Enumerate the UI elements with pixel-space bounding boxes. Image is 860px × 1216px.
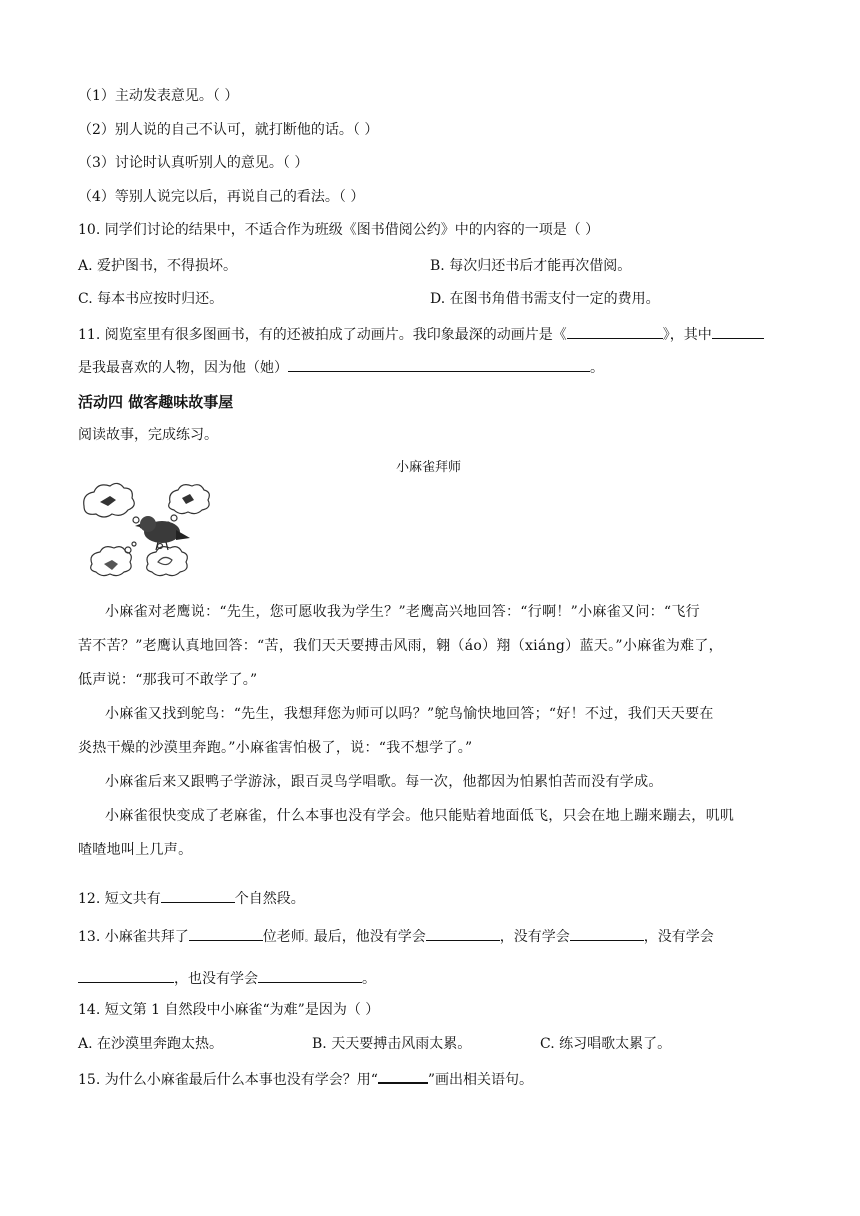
q11-text-4: 。 [590, 360, 604, 376]
q15-line [78, 1068, 533, 1090]
q13-text-3: 最后，他没有学会 [313, 929, 426, 945]
q11-text-1: 11. 阅览室里有很多图画书，有的还被拍成了动画片。我印象最深的动画片是《 [78, 327, 567, 343]
q13-blank-1[interactable] [426, 926, 500, 941]
q13-line-1 [78, 926, 714, 949]
q13-text-2: 位老师 [262, 929, 305, 945]
q14-option-a: A. 在沙漠里奔跑太热。 [78, 1036, 224, 1052]
q10-option-a: A. 爱护图书，不得损坏。 [78, 258, 238, 274]
q11-blank-character[interactable] [712, 324, 764, 339]
q11-line-2 [78, 357, 604, 378]
q13-blank-3[interactable] [78, 968, 174, 983]
q9-item-2: （2）别人说的自己不认可，就打断他的话。（ ） [78, 122, 379, 138]
q12-text-1: 12. 短文共有 [78, 891, 161, 907]
q13-text-4: ，没有学会 [499, 929, 570, 945]
story-p1-line-2: 苦不苦？”老鹰认真地回答：“苦，我们天天要搏击风雨，翱（áo）翔（xiáng）蓝天。”小麻雀为难了， [78, 638, 723, 654]
story-p4-line-2: 喳喳地叫上几声。 [78, 842, 193, 858]
q13-line-2 [78, 968, 376, 989]
q11-text-2: 》，其中 [662, 327, 712, 343]
q12-line [78, 888, 305, 909]
q12-blank[interactable] [161, 888, 235, 903]
q13-blank-4[interactable] [258, 968, 362, 983]
q14-option-b: B. 天天要搏击风雨太累。 [312, 1036, 472, 1052]
q11-line-1 [78, 324, 764, 345]
activity4-heading: 活动四 做客趣味故事屋 [78, 393, 234, 411]
q14-stem: 14. 短文第 1 自然段中小麻雀“为难”是因为（ ） [78, 1002, 380, 1018]
story-p1-line-1: 小麻雀对老鹰说：“先生，您可愿收我为学生？”老鹰高兴地回答：“行啊！”小麻雀又问：“飞行 [105, 604, 700, 620]
q11-blank-title[interactable] [567, 324, 663, 339]
q14-option-c: C. 练习唱歌太累了。 [540, 1036, 672, 1052]
q13-text-5: ，没有学会 [643, 929, 714, 945]
q13-text-6: ，也没有学会 [174, 971, 258, 987]
story-p4-line-1: 小麻雀很快变成了老麻雀，什么本事也没有学会。他只能贴着地面低飞，只会在地上蹦来蹦去，叽叽 [105, 808, 735, 824]
q13-text-7: 。 [362, 971, 376, 987]
q13-blank-2[interactable] [570, 926, 644, 941]
q9-item-4: （4）等别人说完以后，再说自己的看法。（ ） [78, 189, 365, 205]
q15-text-2: ”画出相关语句。 [427, 1072, 534, 1088]
q12-text-2: 个自然段。 [234, 891, 305, 907]
activity4-instruction: 阅读故事，完成练习。 [78, 427, 218, 443]
q10-option-d: D. 在图书角借书需支付一定的费用。 [430, 291, 660, 307]
q11-text-3: 是我最喜欢的人物，因为他（她） [78, 360, 288, 376]
q9-item-1: （1）主动发表意见。（ ） [78, 88, 239, 104]
q15-underline-sample [378, 1068, 428, 1084]
story-p2-line-1: 小麻雀又找到鸵鸟：“先生，我想拜您为师可以吗？”鸵鸟愉快地回答；“好！不过，我们天天要在 [105, 706, 714, 722]
story-title: 小麻雀拜师 [396, 460, 462, 475]
story-p3-line-1: 小麻雀后来又跟鸭子学游泳，跟百灵鸟学唱歌。每一次，他都因为怕累怕苦而没有学成。 [105, 774, 663, 790]
q13-text-1: 13. 小麻雀共拜了 [78, 929, 189, 945]
q15-text-1: 15. 为什么小麻雀最后什么本事也没有学会？用“ [78, 1072, 378, 1088]
q9-item-3: （3）讨论时认真听别人的意见。（ ） [78, 155, 309, 171]
sparrow-illustration [78, 480, 218, 588]
q13-blank-count[interactable] [189, 926, 263, 941]
q10-option-b: B. 每次归还书后才能再次借阅。 [430, 258, 632, 274]
story-p2-line-2: 炎热干燥的沙漠里奔跑。”小麻雀害怕极了，说：“我不想学了。” [78, 740, 473, 756]
q11-blank-reason[interactable] [288, 357, 590, 372]
q10-option-c: C. 每本书应按时归还。 [78, 291, 224, 307]
q13-dot: 。 [304, 934, 314, 944]
q10-stem: 10. 同学们讨论的结果中，不适合作为班级《图书借阅公约》中的内容的一项是（ ） [78, 222, 600, 238]
story-p1-line-3: 低声说：“那我可不敢学了。” [78, 672, 258, 688]
